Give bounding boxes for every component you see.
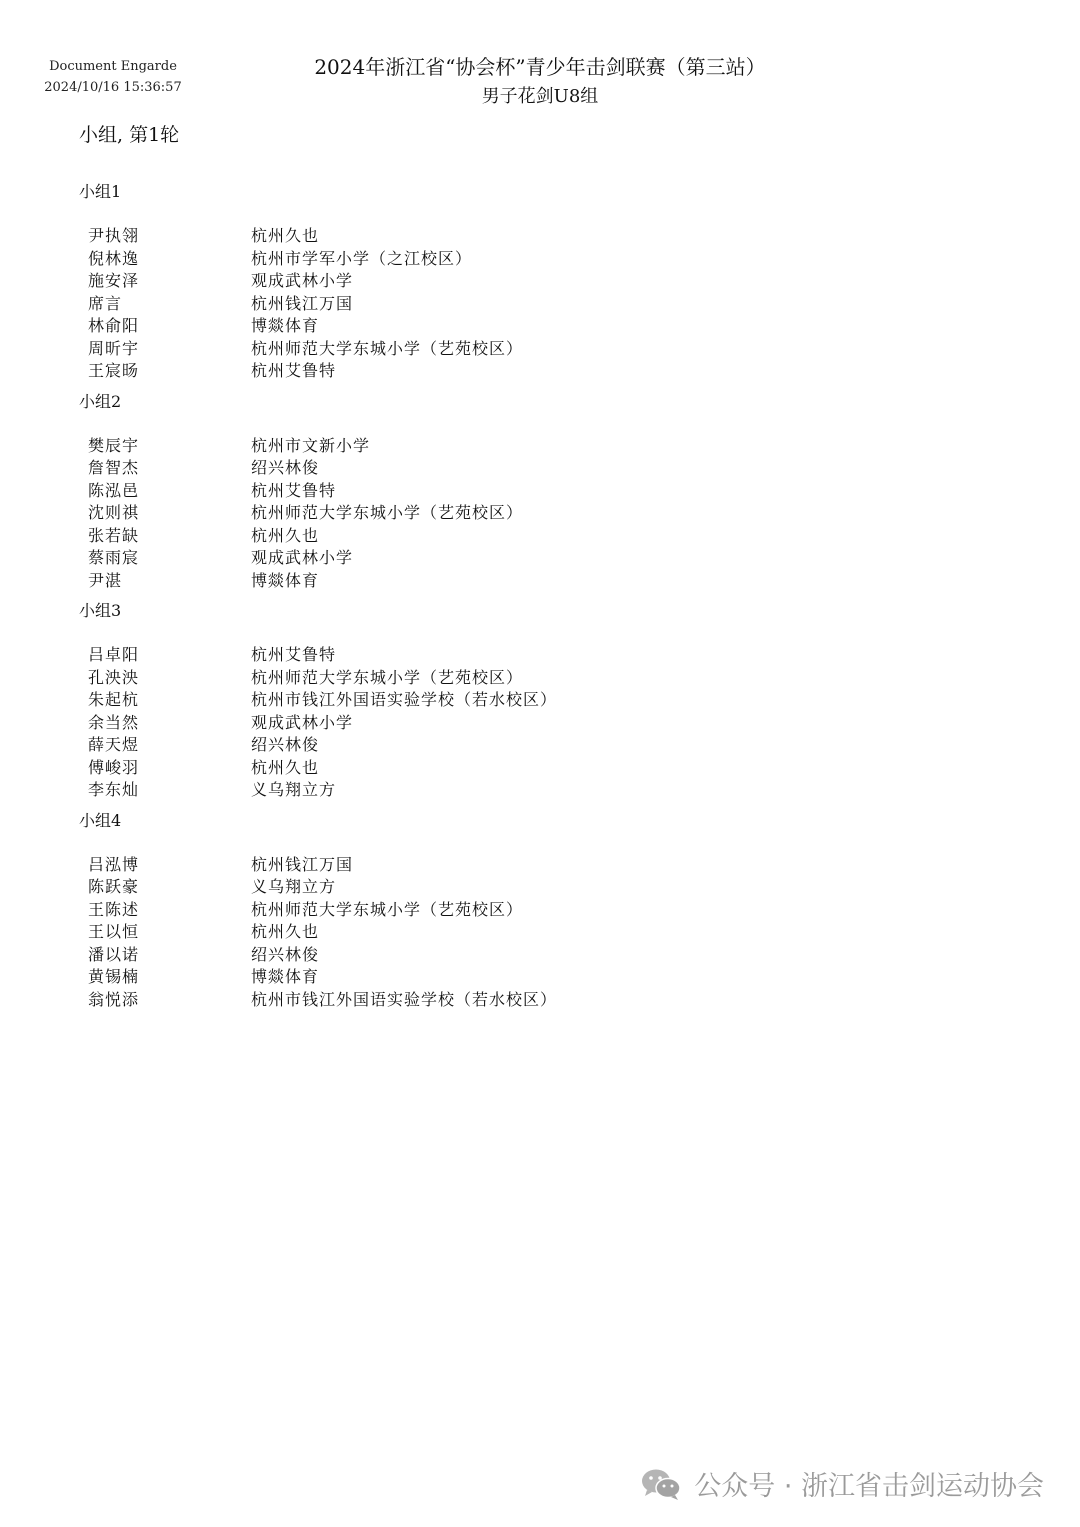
- page-subtitle: 男子花剑U8组: [481, 86, 599, 107]
- fencer-club: 观成武林小学: [251, 712, 354, 732]
- fencer-name: 潘以诺: [88, 944, 140, 964]
- fencer-club: 杭州师范大学东城小学（艺苑校区）: [251, 338, 524, 358]
- fencer-row: [0, 270, 1080, 293]
- fencer-club: 杭州市钱江外国语实验学校（若水校区）: [251, 989, 558, 1009]
- fencer-name: 沈则祺: [88, 503, 140, 522]
- fencer-row: [0, 480, 1080, 503]
- group-title: 小组2: [79, 391, 122, 411]
- fencer-row: [0, 225, 1080, 248]
- fencer-name: 樊辰宇: [88, 435, 140, 455]
- fencer-club: 杭州师范大学东城小学（艺苑校区）: [251, 667, 524, 687]
- fencer-club: 杭州师范大学东城小学（艺苑校区）: [251, 503, 524, 522]
- fencer-row: [0, 779, 1080, 802]
- fencer-row: [0, 854, 1080, 877]
- fencer-name: 尹执翎: [88, 226, 140, 245]
- fencer-name: 尹湛: [88, 570, 123, 590]
- fencer-name: 孔泱泱: [88, 667, 140, 687]
- fencer-row: [0, 547, 1080, 570]
- fencer-name: 王宸旸: [88, 361, 140, 380]
- fencer-row: [0, 689, 1080, 712]
- fencer-name: 詹智杰: [88, 458, 140, 477]
- fencer-name: 薛天煜: [88, 735, 140, 754]
- fencer-name: 吕泓博: [88, 854, 140, 874]
- fencer-club: 杭州钱江万国: [251, 293, 354, 313]
- fencer-name: 席言: [88, 293, 123, 313]
- fencer-club: 杭州师范大学东城小学（艺苑校区）: [251, 899, 524, 919]
- fencer-club: 杭州艾鲁特: [251, 645, 337, 664]
- fencer-club: 义乌翔立方: [251, 877, 337, 896]
- fencer-name: 蔡雨宸: [88, 548, 140, 567]
- fencer-row: [0, 876, 1080, 899]
- fencer-name: 施安泽: [88, 271, 140, 290]
- fencer-club: 杭州市文新小学: [251, 435, 371, 455]
- fencer-name: 傅峻羽: [88, 757, 140, 777]
- fencer-row: [0, 293, 1080, 316]
- fencer-row: [0, 899, 1080, 922]
- fencer-row: [0, 921, 1080, 944]
- fencer-name: 余当然: [88, 712, 140, 732]
- fencer-row: [0, 435, 1080, 458]
- fencer-name: 李东灿: [88, 780, 140, 799]
- fencer-row: [0, 734, 1080, 757]
- fencer-row: [0, 667, 1080, 690]
- fencer-row: [0, 712, 1080, 735]
- group-block: [0, 599, 1080, 802]
- fencer-club: 杭州艾鲁特: [251, 361, 337, 380]
- fencer-club: 绍兴林俊: [251, 458, 320, 477]
- group-block: [0, 809, 1080, 1012]
- fencer-row: [0, 989, 1080, 1012]
- group-list: [0, 180, 1080, 1018]
- fencer-row: [0, 570, 1080, 593]
- fencer-club: 博燚体育: [251, 570, 320, 590]
- app-name: Document Engarde: [49, 59, 177, 74]
- fencer-club: 义乌翔立方: [251, 780, 337, 799]
- fencer-name: 林俞阳: [88, 316, 140, 335]
- group-title: 小组4: [79, 810, 122, 830]
- fencer-row: [0, 644, 1080, 667]
- fencer-row: [0, 966, 1080, 989]
- fencer-name: 王陈述: [88, 899, 140, 919]
- page-title: 2024年浙江省“协会杯”青少年击剑联赛（第三站）: [314, 55, 766, 79]
- fencer-club: 杭州久也: [251, 525, 320, 545]
- fencer-name: 倪林逸: [88, 248, 140, 268]
- fencer-club: 观成武林小学: [251, 271, 354, 290]
- fencer-row: [0, 457, 1080, 480]
- fencer-name: 周昕宇: [88, 338, 140, 358]
- fencer-name: 黄锡楠: [88, 967, 140, 986]
- fencer-club: 观成武林小学: [251, 548, 354, 567]
- fencer-row: [0, 248, 1080, 271]
- fencer-row: [0, 338, 1080, 361]
- fencer-name: 翁悦添: [88, 989, 140, 1009]
- fencer-club: 博燚体育: [251, 967, 320, 986]
- group-title: 小组3: [79, 601, 122, 620]
- fencer-club: 杭州久也: [251, 922, 320, 941]
- fencer-row: [0, 315, 1080, 338]
- fencer-row: [0, 757, 1080, 780]
- fencer-club: 杭州市钱江外国语实验学校（若水校区）: [251, 690, 558, 709]
- group-title: 小组1: [79, 182, 122, 201]
- wechat-icon: [640, 1467, 682, 1501]
- fencer-row: [0, 502, 1080, 525]
- round-title: 小组, 第1轮: [79, 124, 180, 146]
- fencer-name: 陈跃豪: [88, 877, 140, 896]
- watermark: [640, 1464, 1044, 1503]
- fencer-row: [0, 525, 1080, 548]
- fencer-club: 杭州市学军小学（之江校区）: [251, 248, 473, 268]
- fencer-club: 绍兴林俊: [251, 735, 320, 754]
- print-datetime: 2024/10/16 15:36:57: [44, 80, 182, 95]
- fencer-club: 绍兴林俊: [251, 944, 320, 964]
- fencer-row: [0, 360, 1080, 383]
- fencer-name: 王以恒: [88, 922, 140, 941]
- fencer-club: 杭州艾鲁特: [251, 480, 337, 500]
- document-meta: [38, 56, 188, 98]
- group-block: [0, 390, 1080, 593]
- fencer-name: 朱起杭: [88, 690, 140, 709]
- fencer-name: 吕卓阳: [88, 645, 140, 664]
- fencer-row: [0, 944, 1080, 967]
- watermark-text: 公众号 · 浙江省击剑运动协会: [694, 1471, 1044, 1502]
- fencer-name: 陈泓邑: [88, 480, 140, 500]
- fencer-club: 杭州久也: [251, 226, 320, 245]
- fencer-name: 张若缺: [88, 525, 140, 545]
- fencer-club: 杭州钱江万国: [251, 854, 354, 874]
- fencer-club: 杭州久也: [251, 757, 320, 777]
- group-block: [0, 180, 1080, 383]
- fencer-club: 博燚体育: [251, 316, 320, 335]
